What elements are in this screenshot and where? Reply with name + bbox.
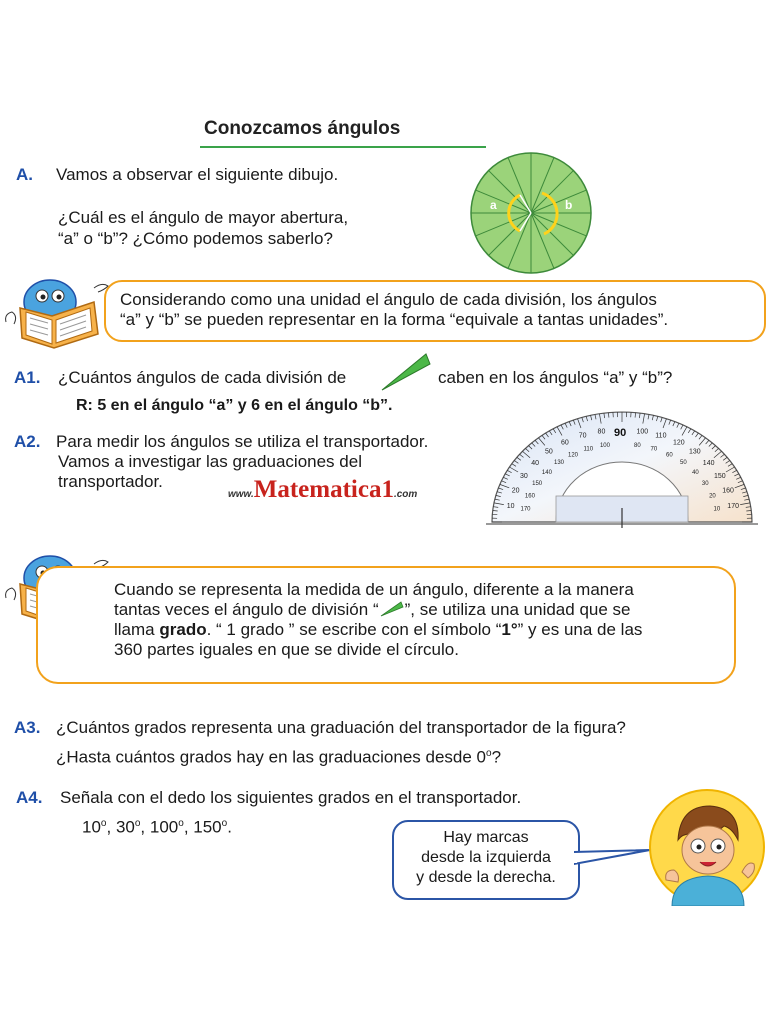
speech-line3: y desde la derecha. <box>416 869 556 886</box>
protractor-inner-label: 20 <box>709 493 716 500</box>
note1-line1: Considerando como una unidad el ángulo de cada división, los ángulos <box>120 290 657 309</box>
brand-name: Matematica1 <box>253 476 394 503</box>
protractor-inner-label: 100 <box>599 443 610 450</box>
protractor-inner-label: 50 <box>679 460 687 467</box>
angle-b-label: b <box>565 198 573 212</box>
protractor-inner-label: 150 <box>532 481 543 487</box>
protractor-outer-label: 150 <box>713 473 726 480</box>
sup-2: o <box>134 818 141 829</box>
a2-line3: transportador. <box>58 472 163 491</box>
speech-bubble <box>392 820 580 900</box>
degree-10: 10 <box>82 817 101 837</box>
protractor-outer-label: 30 <box>520 473 528 480</box>
a4-degrees: 10$^o$, 30$^o$, 100$^o$, 150$^o$. <box>82 817 232 837</box>
protractor-outer-label: 140 <box>702 459 715 467</box>
a3-line2 <box>56 744 501 768</box>
speech-line2: desde la izquierda <box>421 849 551 866</box>
brand-logo <box>228 476 417 504</box>
protractor-outer-label: 10 <box>506 503 515 511</box>
protractor-inner-label: 170 <box>520 506 531 513</box>
note2-line3-part-b: . “ 1 grado ” se escribe con el símbolo “ <box>206 620 502 639</box>
protractor-inner-label: 160 <box>524 493 535 500</box>
note2-line2 <box>114 600 630 620</box>
section-a-label: A. <box>16 165 33 184</box>
protractor-outer-label: 110 <box>655 432 667 440</box>
protractor-inner-label: 30 <box>701 481 709 487</box>
degree-100: 100 <box>149 817 179 837</box>
protractor-inner-label: 140 <box>541 469 552 476</box>
protractor-outer-label: 70 <box>578 432 587 440</box>
title-underline <box>200 146 486 148</box>
a2-line2: Vamos a investigar las graduaciones del <box>58 452 362 471</box>
note-bubble-2 <box>36 566 736 684</box>
a2-label: A2. <box>14 432 41 451</box>
note1-line2: “a” y “b” se pueden representar en la forma “equivale a tantas unidades”. <box>120 310 669 329</box>
protractor-outer-label: 20 <box>511 487 520 495</box>
note2-grado-bold: grado <box>159 620 207 639</box>
section-a-line2: ¿Cuál es el ángulo de mayor abertura, <box>58 208 349 227</box>
a3-degree-sup: o <box>486 748 492 759</box>
a1-text-before: ¿Cuántos ángulos de cada división de <box>58 368 347 387</box>
protractor-outer-label: 170 <box>727 503 739 511</box>
small-wedge-icon <box>379 601 405 617</box>
section-a-line1: Vamos a observar el siguiente dibujo. <box>56 165 339 184</box>
sup-3: o <box>178 818 184 829</box>
a1-text-after: caben en los ángulos “a” y “b”? <box>438 368 673 387</box>
protractor-inner-label: 70 <box>650 446 658 453</box>
a4-line1: Señala con el dedo los siguientes grados en el transportador. <box>60 788 522 807</box>
note2-line3-part-a: llama <box>114 620 160 639</box>
protractor-inner-label: 110 <box>583 446 594 453</box>
book-character-icon <box>2 272 120 354</box>
protractor-inner-label: 10 <box>713 506 721 513</box>
protractor-outer-label: 120 <box>673 439 685 447</box>
protractor-inner-label: 80 <box>634 443 641 450</box>
brand-www: www. <box>228 489 254 500</box>
note2-line2-part-b: ”, se utiliza una unidad que se <box>404 600 631 619</box>
protractor-outer-label: 80 <box>597 428 606 436</box>
note2-line2-part-a: tantas veces el ángulo de división “ <box>114 600 379 619</box>
protractor-outer-label: 100 <box>636 428 649 436</box>
note-bubble-1 <box>104 280 766 342</box>
a3-label: A3. <box>14 718 41 737</box>
boy-character-icon <box>648 788 766 906</box>
degree-symbol: 1° <box>501 620 518 639</box>
note2-line4: 360 partes iguales en que se divide el círculo. <box>114 640 459 659</box>
a4-label: A4. <box>16 788 43 807</box>
degree-30: 30 <box>115 817 135 837</box>
a1-label: A1. <box>14 368 41 387</box>
protractor-outer-label: 50 <box>545 448 553 456</box>
protractor-outer-label: 130 <box>688 448 701 456</box>
speech-tail <box>574 848 654 868</box>
protractor-outer-label: 60 <box>561 439 569 447</box>
angle-wheel-figure <box>468 150 594 276</box>
note2-line3-part-c: ” y es una de las <box>517 620 643 639</box>
angle-a-label: a <box>490 198 497 212</box>
a2-line1: Para medir los ángulos se utiliza el transportador. <box>56 432 429 451</box>
protractor-outer-label: 40 <box>531 459 539 467</box>
a3-line2-part-a: ¿Hasta cuántos grados hay en las graduaciones desde 0 <box>56 747 486 767</box>
protractor-inner-label: 120 <box>568 452 579 459</box>
note2-line3 <box>114 620 642 640</box>
protractor-center-label: 90 <box>614 427 627 439</box>
protractor-outer-label: 160 <box>722 487 734 495</box>
page-title: Conozcamos ángulos <box>204 118 401 139</box>
a3-line1: ¿Cuántos grados representa una graduación del transportador de la figura? <box>56 718 626 737</box>
protractor-figure <box>486 408 758 532</box>
protractor-inner-label: 130 <box>554 460 565 467</box>
protractor-inner-label: 40 <box>692 469 699 476</box>
note2-line1: Cuando se representa la medida de un ángulo, diferente a la manera <box>114 580 634 599</box>
speech-line1: Hay marcas <box>443 829 529 846</box>
sup-4: o <box>221 818 228 829</box>
division-wedge-icon <box>380 352 432 392</box>
a3-line2-part-b: ? <box>491 747 502 767</box>
section-a-line3: “a” o “b”? ¿Cómo podemos saberlo? <box>58 229 333 248</box>
degree-150: 150 <box>193 817 222 837</box>
sup-1: o <box>100 818 107 829</box>
a1-answer: R: 5 en el ángulo “a” y 6 en el ángulo “b”. <box>76 397 393 414</box>
protractor-inner-label: 60 <box>666 452 673 459</box>
brand-com: .com <box>393 489 418 500</box>
